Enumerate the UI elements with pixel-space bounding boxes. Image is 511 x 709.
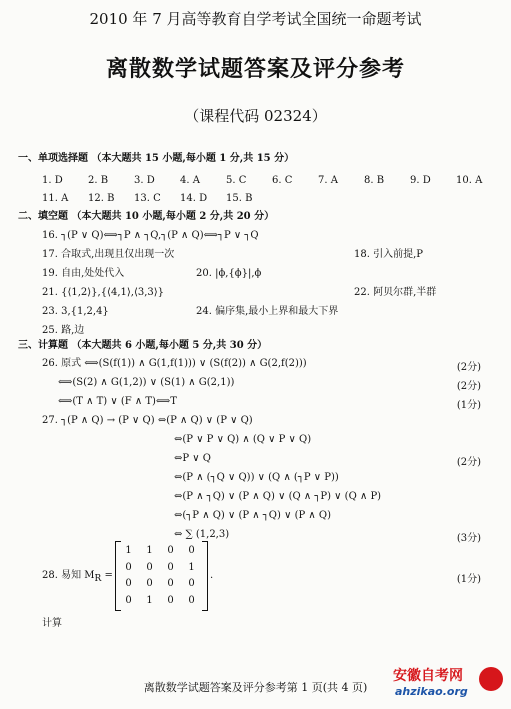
score-mark: (2分): [456, 362, 481, 373]
matrix-cell: 1: [125, 545, 132, 556]
matrix-cell: 0: [167, 561, 174, 573]
answer-27-line7: ⇔ ∑ (1,2,3): [174, 529, 230, 540]
page-title: 离散数学试题答案及评分参考: [105, 56, 405, 82]
matrix-cell: 0: [146, 578, 153, 589]
answer-28-equals: =: [104, 570, 113, 581]
answer-16: 16. ┐(P ∨ Q)⟺┐P ∧ ┐Q,┐(P ∧ Q)⟺┐P ∨ ┐Q: [42, 230, 259, 241]
mc-answer: 1. D: [42, 175, 63, 186]
answer-27-line4: ⇔(P ∧ (┐Q ∨ Q)) ∨ (Q ∧ (┐P ∨ P)): [174, 472, 339, 483]
answer-27-line5: ⇔(P ∧ ┐Q) ∨ (P ∧ Q) ∨ (Q ∧ ┐P) ∨ (Q ∧ P): [174, 491, 382, 502]
answer-23: 23. 3,{1,2,4}: [42, 306, 109, 317]
answer-28-end: .: [210, 570, 214, 581]
answer-27-line3: ⇔P ∨ Q: [174, 453, 211, 464]
matrix-cell: 0: [167, 545, 174, 556]
answer-27-line6: ⇔(┐P ∧ Q) ∨ (P ∧ ┐Q) ∨ (P ∧ Q): [174, 510, 331, 521]
exam-header: 2010 年 7 月高等教育自学考试全国统一命题考试: [89, 10, 422, 28]
mc-answer: 6. C: [272, 175, 293, 186]
course-code: （课程代码 02324）: [184, 107, 327, 125]
answer-18: 18. 引入前提,P: [354, 249, 423, 260]
answer-26-line3: ⟺(T ∧ T) ∨ (F ∧ T)⟺T: [58, 396, 177, 407]
mc-answer: 7. A: [318, 175, 338, 186]
matrix-cell: 0: [125, 561, 132, 573]
matrix-cell: 0: [167, 594, 174, 606]
mc-answer: 5. C: [226, 175, 247, 186]
mc-answer: 4. A: [180, 175, 200, 186]
matrix-cell: 1: [188, 561, 195, 573]
matrix-cell: 0: [188, 545, 195, 556]
mc-answer: 12. B: [88, 193, 115, 204]
logo-text-cn: 安徽自考网: [393, 668, 463, 684]
mc-answer: 8. B: [364, 175, 385, 186]
mc-answer: 13. C: [134, 193, 161, 204]
mc-answer: 10. A: [456, 175, 483, 186]
relation-matrix: [118, 543, 202, 609]
answer-27-line1: 27. ┐(P ∧ Q) → (P ∨ Q) ⇔(P ∧ Q) ∨ (P ∨ Q): [42, 415, 253, 426]
score-mark: (3分): [456, 533, 481, 544]
fist-icon: [479, 667, 503, 691]
mc-answer: 3. D: [134, 175, 155, 186]
answer-28-subscript: R: [94, 574, 102, 584]
mc-answer: 15. B: [226, 193, 253, 204]
mc-answer: 2. B: [88, 175, 109, 186]
score-mark: (2分): [456, 381, 481, 392]
mc-answer: 9. D: [410, 175, 431, 186]
section1-heading: 一、单项选择题 （本大题共 15 小题,每小题 1 分,共 15 分）: [18, 153, 295, 164]
matrix-cell: 0: [188, 578, 195, 589]
answer-17: 17. 合取式,出现且仅出现一次: [42, 249, 175, 260]
section2-heading: 二、填空题 （本大题共 10 小题,每小题 2 分,共 20 分）: [18, 211, 275, 222]
answer-21: 21. {⟨1,2⟩},{⟨4,1⟩,⟨3,3⟩}: [42, 287, 165, 298]
answer-27-line2: ⇔(P ∨ P ∨ Q) ∧ (Q ∨ P ∨ Q): [174, 434, 312, 445]
section3-heading: 三、计算题 （本大题共 6 小题,每小题 5 分,共 30 分）: [18, 340, 268, 351]
answer-26-line2: ⟺(S(2) ∧ G(1,2)) ∨ (S(1) ∧ G(2,1)): [58, 377, 235, 388]
matrix-right-bracket: [202, 541, 208, 611]
score-mark: (2分): [456, 457, 481, 468]
matrix-cell: 1: [146, 545, 153, 556]
matrix-cell: 0: [125, 578, 132, 589]
mc-answer: 11. A: [42, 193, 69, 204]
answer-26-line1: 26. 原式 ⟺(S(f(1)) ∧ G(1,f(1))) ∨ (S(f(2)) ∧ G(2,f(2))): [42, 358, 307, 369]
mc-answer: 14. D: [180, 193, 208, 204]
answer-25: 25. 路,边: [42, 325, 85, 336]
page-footer: 离散数学试题答案及评分参考第 1 页(共 4 页): [143, 681, 368, 694]
answer-28-text: 28. 易知 M: [42, 570, 95, 581]
site-watermark-logo: [391, 663, 503, 703]
answer-28-calc: 计算: [42, 618, 62, 629]
matrix-cell: 0: [188, 594, 195, 606]
score-mark: (1分): [456, 400, 481, 411]
score-mark: (1分): [456, 574, 481, 585]
answer-22: 22. 阿贝尔群,半群: [354, 287, 437, 298]
matrix-cell: 0: [146, 561, 153, 573]
answer-20: 20. |ϕ,{ϕ}|,ϕ: [196, 268, 262, 279]
matrix-cell: 0: [167, 578, 174, 589]
answer-19: 19. 自由,处处代入: [42, 268, 125, 279]
matrix-cell: 1: [146, 594, 153, 606]
answer-28-label: [42, 570, 113, 585]
answer-24: 24. 偏序集,最小上界和最大下界: [196, 306, 339, 317]
matrix-cell: 0: [125, 594, 132, 606]
logo-url: ahzikao.org: [395, 685, 468, 698]
